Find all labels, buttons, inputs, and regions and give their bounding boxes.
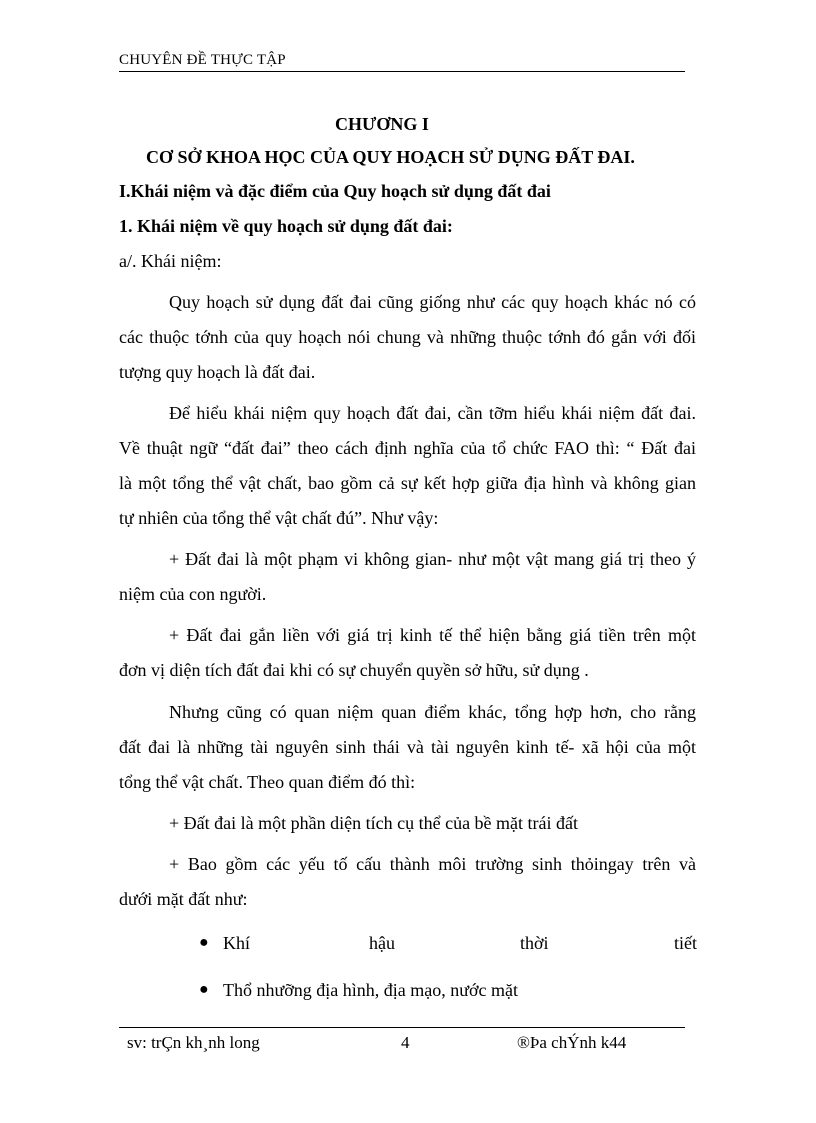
footer-class: ®Þa chÝnh k44 bbox=[517, 1033, 627, 1052]
subheading-a: a/. Khái niệm: bbox=[119, 251, 222, 271]
paragraph-3-line-1: + Đất đai là một phạm vi không gian- như một vật mang giá trị theo ý bbox=[169, 549, 696, 569]
chapter-number: CHƯƠNG I bbox=[335, 114, 429, 134]
paragraph-5-line-1: Nhưng cũng có quan niệm quan điểm khác, tổng hợp hơn, cho rằng bbox=[169, 702, 696, 722]
page-header: CHUYÊN ĐỀ THỰC TẬP bbox=[119, 50, 685, 72]
paragraph-7-line-1: + Bao gồm các yếu tố cấu thành môi trường sinh thỏingay trên và bbox=[169, 854, 696, 874]
paragraph-1-line-2: các thuộc tớnh của quy hoạch nói chung và những thuộc tớnh đó gắn với đối bbox=[119, 327, 696, 347]
paragraph-2-line-4: tự nhiên của tổng thể vật chất đú”. Như vậy: bbox=[119, 508, 439, 528]
paragraph-3-line-2: niệm của con người. bbox=[119, 584, 267, 604]
paragraph-6-line-1: + Đất đai là một phần diện tích cụ thể của bề mặt trái đất bbox=[169, 813, 579, 833]
paragraph-4-line-2: đơn vị diện tích đất đai khi có sự chuyển quyền sở hữu, sử dụng . bbox=[119, 660, 589, 680]
paragraph-7-line-2: dưới mặt đất như: bbox=[119, 889, 248, 909]
bullet-1-word-3: thời bbox=[520, 933, 549, 953]
paragraph-1-line-3: tượng quy hoạch là đất đai. bbox=[119, 362, 316, 382]
paragraph-1-line-1: Quy hoạch sử dụng đất đai cũng giống như các quy hoạch khác nó có bbox=[169, 292, 696, 312]
bullet-1-word-1: Khí bbox=[223, 933, 250, 953]
bullet-1-word-2: hậu bbox=[369, 933, 395, 953]
paragraph-2-line-3: là một tổng thể vật chất, bao gồm cả sự kết hợp giữa địa hình và không gian bbox=[119, 473, 696, 493]
footer-student: sv: trÇn kh¸nh long bbox=[127, 1033, 260, 1052]
footer-page-number: 4 bbox=[401, 1033, 410, 1052]
paragraph-5-line-3: tổng thể vật chất. Theo quan điểm đó thì: bbox=[119, 772, 416, 792]
paragraph-2-line-2: Về thuật ngữ “đất đai” theo cách định nghĩa của tổ chức FAO thì: “ Đất đai bbox=[119, 438, 696, 458]
section-heading: I.Khái niệm và đặc điểm của Quy hoạch sử dụng đất đai bbox=[119, 181, 551, 201]
paragraph-2-line-1: Để hiểu khái niệm quy hoạch đất đai, cần tỡm hiểu khái niệm đất đai. bbox=[169, 403, 696, 423]
footer-rule bbox=[119, 1027, 685, 1028]
subsection-heading: 1. Khái niệm về quy hoạch sử dụng đất đai: bbox=[119, 216, 453, 236]
paragraph-4-line-1: + Đất đai gắn liền với giá trị kinh tế thể hiện bằng giá tiền trên một bbox=[169, 625, 696, 645]
chapter-title: CƠ SỞ KHOA HỌC CỦA QUY HOẠCH SỬ DỤNG ĐẤT ĐAI. bbox=[146, 147, 635, 167]
bullet-2-text: Thổ nhưỡng địa hình, địa mạo, nước mặt bbox=[223, 980, 518, 1000]
bullet-1-word-4: tiết bbox=[674, 933, 697, 953]
bullet-dot-2: ● bbox=[199, 981, 209, 998]
bullet-dot-1: ● bbox=[199, 934, 209, 951]
paragraph-5-line-2: đất đai là những tài nguyên sinh thái và tài nguyên kinh tế- xã hội của một bbox=[119, 737, 696, 757]
